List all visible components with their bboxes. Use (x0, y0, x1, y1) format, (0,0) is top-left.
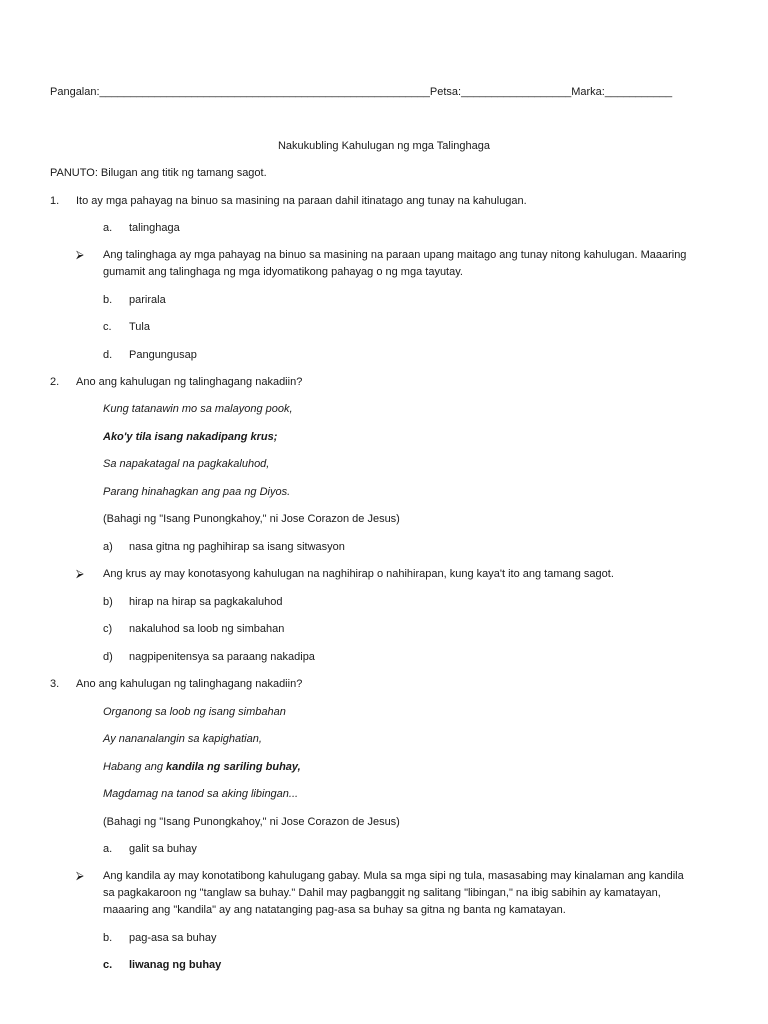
q2-choice-c-letter: c) (103, 623, 113, 635)
q3-poem-line-3-start: Habang ang (103, 761, 166, 773)
q2-choice-a-text: nasa gitna ng paghihirap sa isang sitwasyon (129, 541, 345, 553)
q3-poem-line-1: Organong sa loob ng isang simbahan (103, 706, 286, 718)
q3-poem-line-4: Magdamag na tanod sa aking libingan... (103, 788, 299, 800)
score-label: Marka: (571, 86, 605, 98)
q1-choice-d-letter: d. (103, 349, 113, 361)
q1-choice-a-letter: a. (103, 222, 113, 234)
date-blank: __________________ (461, 86, 572, 98)
q2-choice-c-text: nakaluhod sa loob ng simbahan (129, 623, 285, 635)
q1-explanation-line-1: Ang talinghaga ay mga pahayag na binuo sa masining na paraan upang maitago ang tunay nitong kahulugan. Maaaring (103, 249, 687, 261)
name-blank: ______________________________________________________ (99, 86, 430, 98)
q3-explanation-line-1: Ang kandila ay may konotatibong kahulugang gabay. Mula sa mga sipi ng tula, masasabing may kinalaman ang kandila (103, 870, 684, 882)
q2-poem-line-1: Kung tatanawin mo sa malayong pook, (103, 403, 293, 415)
q2-choice-d-letter: d) (103, 651, 113, 663)
q3-poem-line-3 (103, 760, 301, 774)
q1-choice-d-text: Pangungusap (129, 349, 197, 361)
q2-poem-line-2-emphasized: Ako'y tila isang nakadipang krus; (103, 431, 278, 443)
q1-choice-c-text: Tula (129, 321, 150, 333)
q3-poem-line-3-emphasized: kandila ng sariling buhay, (166, 761, 301, 773)
score-blank: ___________ (604, 86, 673, 98)
q2-poem-line-4: Parang hinahagkan ang paa ng Diyos. (103, 486, 291, 498)
q3-choice-b-text: pag-asa sa buhay (129, 932, 217, 944)
q3-choice-c-text: liwanag ng buhay (129, 959, 222, 971)
q2-choice-b-letter: b) (103, 596, 113, 608)
instructions: PANUTO: Bilugan ang titik ng tamang sagot. (50, 167, 267, 179)
date-label: Petsa: (429, 86, 462, 98)
q2-choice-d-text: nagpipenitensya sa paraang nakadipa (129, 651, 315, 663)
question-3-number: 3. (50, 678, 60, 690)
q1-choice-c-letter: c. (103, 321, 112, 333)
question-2-text: Ano ang kahulugan ng talinghagang nakadiin? (76, 376, 303, 388)
arrow-bullet-icon: ⮚ (76, 568, 84, 580)
page-title: Nakukubling Kahulugan ng mga Talinghaga (277, 140, 490, 152)
question-1-text: Ito ay mga pahayag na binuo sa masining na paraan dahil itinatago ang tunay na kahulugan. (76, 195, 527, 207)
q3-choice-a-letter: a. (103, 843, 113, 855)
question-3-text: Ano ang kahulugan ng talinghagang nakadiin? (76, 678, 303, 690)
q2-choice-b-text: hirap na hirap sa pagkakaluhod (129, 596, 283, 608)
q1-choice-b-letter: b. (103, 294, 113, 306)
q3-explanation-line-2: sa pagkakaroon ng "tanglaw sa buhay." Dahil may pagbanggit ng salitang "libingan," na ibig sabihin ay kamatayan, (103, 887, 661, 899)
arrow-bullet-icon: ⮚ (76, 870, 84, 882)
question-2-number: 2. (50, 376, 60, 388)
q2-poem-line-3: Sa napakatagal na pagkakaluhod, (103, 458, 270, 470)
name-label: Pangalan: (50, 86, 100, 98)
q3-choice-a-text: galit sa buhay (129, 843, 197, 855)
header-fields (50, 85, 672, 99)
q1-choice-a-text: talinghaga (129, 222, 180, 234)
q3-poem-line-2: Ay nananalangin sa kapighatian, (103, 733, 262, 745)
arrow-bullet-icon: ⮚ (76, 249, 84, 261)
q2-source: (Bahagi ng "Isang Punongkahoy," ni Jose Corazon de Jesus) (103, 513, 400, 525)
q2-choice-a-letter: a) (103, 541, 113, 553)
q1-explanation-line-2: gumamit ang talinghaga ng mga idyomatikong pahayag o ng mga tayutay. (103, 266, 463, 278)
q3-explanation-line-3: maaaring ang "kandila" ay ang natatanging pag-asa sa buhay sa gitna ng banta ng kamatayan. (103, 904, 566, 916)
q3-source: (Bahagi ng "Isang Punongkahoy," ni Jose Corazon de Jesus) (103, 816, 400, 828)
q3-choice-b-letter: b. (103, 932, 113, 944)
q1-choice-b-text: parirala (129, 294, 166, 306)
q3-choice-c-letter: c. (103, 959, 113, 971)
question-1-number: 1. (50, 195, 60, 207)
q2-explanation-line-1: Ang krus ay may konotasyong kahulugan na naghihirap o nahihirapan, kung kaya't ito ang tamang sagot. (103, 568, 614, 580)
